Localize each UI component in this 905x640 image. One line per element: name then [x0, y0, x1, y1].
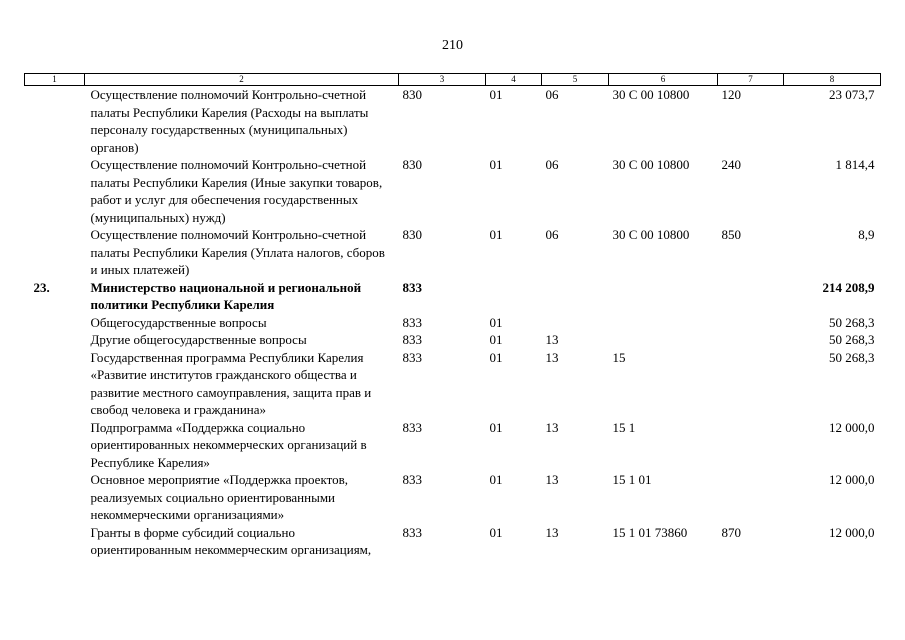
- target-item-code: 15 1: [612, 419, 636, 435]
- section-code: 01: [489, 87, 503, 102]
- column-header-6: 6: [609, 74, 718, 86]
- expense-type-code: 120: [721, 87, 741, 102]
- subsection-code: 13: [545, 349, 559, 365]
- item-name: Подпрограмма «Поддержка социально ориентированных некоммерческих организаций в Республике Карелия»: [90, 419, 367, 470]
- column-header-5: 5: [542, 74, 609, 86]
- target-item-code: [609, 314, 718, 332]
- subsection-code: 06: [545, 157, 559, 172]
- ministry-code: 830: [402, 227, 422, 242]
- item-name: Основное мероприятие «Поддержка проектов, реализуемых социально ориентированными некоммерческими организациями»: [90, 472, 348, 522]
- ministry-code: 830: [402, 157, 422, 172]
- target-item-code: 15 1 01 73860: [612, 524, 688, 540]
- ministry-code: 833: [402, 472, 422, 487]
- section-code: 01: [489, 157, 503, 172]
- item-name: Общегосударственные вопросы: [90, 314, 267, 330]
- expense-type-code: [718, 349, 784, 419]
- amount: 1 814,4: [835, 157, 875, 172]
- ministry-code: 830: [402, 87, 422, 102]
- table-row: [25, 419, 881, 472]
- ministry-code: 833: [402, 349, 422, 365]
- item-name: Министерство национальной и региональной политики Республики Карелия: [90, 279, 362, 312]
- row-number: [25, 471, 85, 524]
- table-row: [25, 331, 881, 349]
- subsection-code: 13: [545, 419, 559, 435]
- row-number: [25, 419, 85, 472]
- column-header-1: 1: [25, 74, 85, 86]
- amount: 12 000,0: [829, 524, 875, 540]
- header-row: [25, 74, 881, 86]
- table-row: [25, 156, 881, 226]
- expense-type-code: 870: [721, 524, 741, 540]
- amount: 50 268,3: [829, 332, 875, 347]
- column-header-7: 7: [718, 74, 784, 86]
- expense-type-code: [718, 279, 784, 314]
- section-code: [486, 279, 542, 314]
- item-name: Осуществление полномочий Контрольно-счетной палаты Республики Карелия (Иные закупки товаров, работ и услуг для обеспечения государственных (муниципальных) нужд): [90, 157, 383, 225]
- table-row: [25, 226, 881, 279]
- target-item-code: 30 С 00 10800: [612, 227, 690, 242]
- amount: 50 268,3: [829, 314, 875, 330]
- expense-type-code: [718, 419, 784, 472]
- table-row: [25, 471, 881, 524]
- section-code: 01: [489, 227, 503, 242]
- table-row: [25, 279, 881, 314]
- item-name: Другие общегосударственные вопросы: [90, 332, 307, 347]
- ministry-code: 833: [402, 332, 422, 347]
- item-name: Осуществление полномочий Контрольно-счетной палаты Республики Карелия (Уплата налогов, сборов и иных платежей): [90, 227, 385, 277]
- row-number: [25, 86, 85, 157]
- amount: 8,9: [858, 227, 875, 242]
- subsection-code: 13: [545, 472, 559, 487]
- row-number: [25, 156, 85, 226]
- expense-type-code: [718, 314, 784, 332]
- page-number: 210: [442, 38, 463, 53]
- item-name: Осуществление полномочий Контрольно-счетной палаты Республики Карелия (Расходы на выплаты персоналу государственных (муниципальных) органов): [90, 87, 369, 155]
- amount: 12 000,0: [829, 472, 875, 487]
- row-number: [25, 314, 85, 332]
- section-code: 01: [489, 314, 503, 330]
- ministry-code: 833: [402, 524, 422, 540]
- amount: 12 000,0: [829, 419, 875, 435]
- table-body: [25, 86, 881, 559]
- table-row: [25, 349, 881, 419]
- section-code: 01: [489, 349, 503, 365]
- column-header-2: 2: [85, 74, 399, 86]
- subsection-code: [542, 279, 609, 314]
- column-header-3: 3: [399, 74, 486, 86]
- table-row: [25, 86, 881, 157]
- section-code: 01: [489, 419, 503, 435]
- expense-type-code: [718, 471, 784, 524]
- row-number: [25, 524, 85, 559]
- column-header-4: 4: [486, 74, 542, 86]
- subsection-code: 06: [545, 227, 559, 242]
- amount: 214 208,9: [822, 279, 875, 295]
- budget-table: [24, 73, 881, 559]
- expense-type-code: 850: [721, 227, 741, 242]
- ministry-code: 833: [402, 279, 422, 295]
- subsection-code: 13: [545, 524, 559, 540]
- target-item-code: 15 1 01: [612, 472, 652, 487]
- subsection-code: [542, 314, 609, 332]
- row-number: [25, 331, 85, 349]
- amount: 50 268,3: [829, 349, 875, 365]
- expense-type-code: [718, 331, 784, 349]
- section-code: 01: [489, 332, 503, 347]
- ministry-code: 833: [402, 419, 422, 435]
- column-header-8: 8: [784, 74, 881, 86]
- section-code: 01: [489, 524, 503, 540]
- table-row: [25, 314, 881, 332]
- item-name: Гранты в форме субсидий социально ориентированным некоммерческим организациям,: [90, 524, 372, 557]
- subsection-code: 13: [545, 332, 559, 347]
- ministry-code: 833: [402, 314, 422, 330]
- row-number: [25, 226, 85, 279]
- target-item-code: 30 С 00 10800: [612, 157, 690, 172]
- amount: 23 073,7: [829, 87, 875, 102]
- target-item-code: 15: [612, 349, 626, 365]
- subsection-code: 06: [545, 87, 559, 102]
- row-number: [25, 349, 85, 419]
- target-item-code: 30 С 00 10800: [612, 87, 690, 102]
- section-code: 01: [489, 472, 503, 487]
- target-item-code: [609, 331, 718, 349]
- item-name: Государственная программа Республики Карелия «Развитие институтов гражданского общества и развитие местного самоуправления, защита прав и свобод человека и гражданина»: [90, 349, 372, 417]
- table-row: [25, 524, 881, 559]
- expense-type-code: 240: [721, 157, 741, 172]
- target-item-code: [609, 279, 718, 314]
- row-number: 23.: [33, 279, 50, 295]
